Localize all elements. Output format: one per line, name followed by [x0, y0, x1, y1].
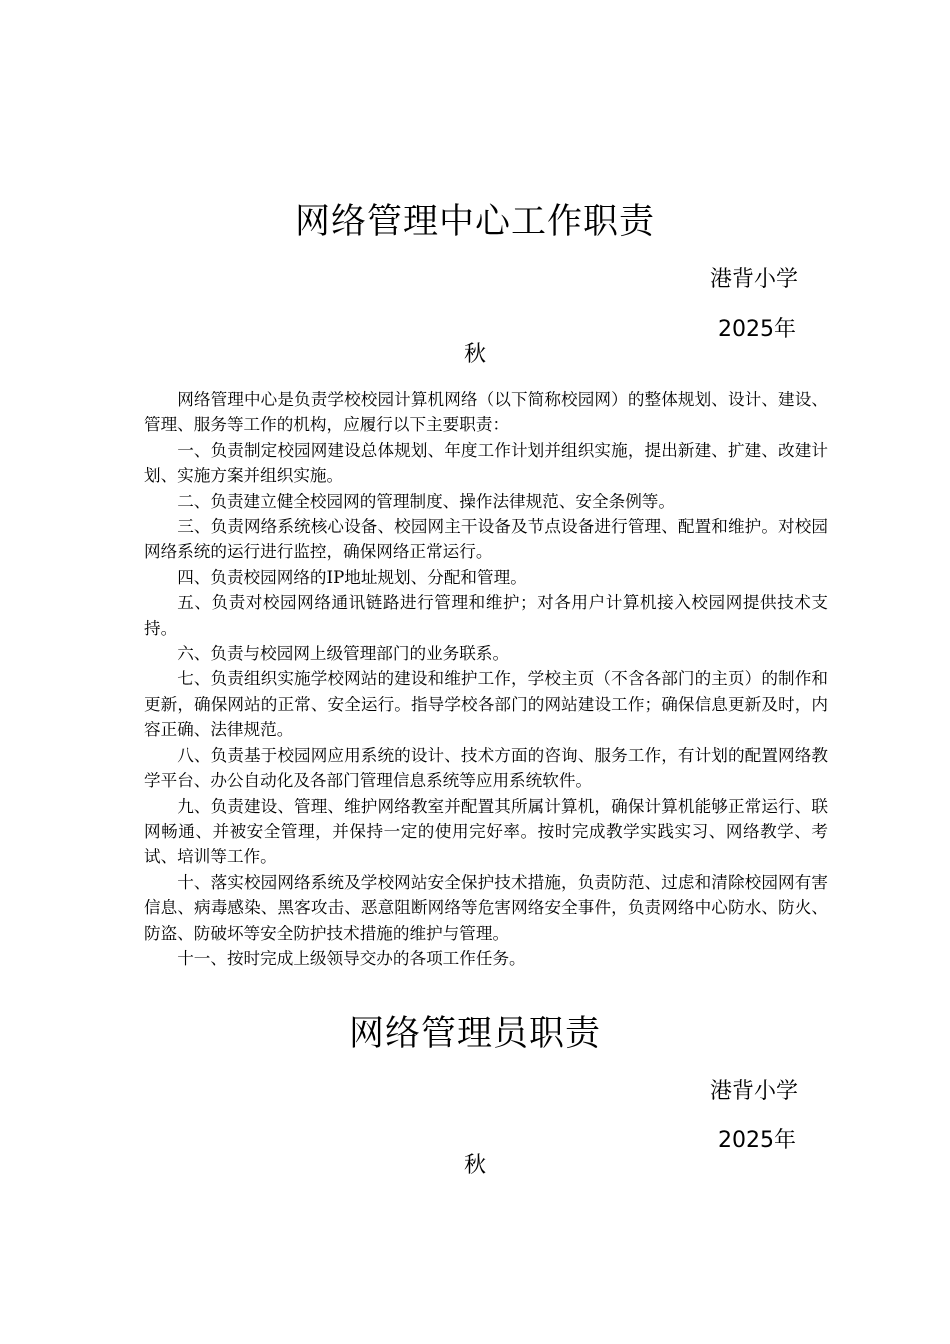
- duty-item-3: 三、负责网络系统核心设备、校园网主干设备及节点设备进行管理、配置和维护。对校园网络系统的运行进行监控，确保网络正常运行。: [144, 517, 828, 562]
- duty-item-10: 十、落实校园网络系统及学校网站安全保护技术措施，负责防范、过虑和清除校园网有害信息、病毒感染、黑客攻击、恶意阻断网络等危害网络安全事件，负责网络中心防水、防火、防盗、防破坏等安全防护技术措施的维护与管理。: [144, 872, 828, 943]
- duty-item-11: 十一、按时完成上级领导交办的各项工作任务。: [177, 948, 526, 968]
- school-name: 港背小学: [710, 267, 799, 292]
- duty-item-6: 六、负责与校园网上级管理部门的业务联系。: [177, 644, 510, 664]
- term-year: 2025年: [718, 1128, 796, 1153]
- duty-item-9: 九、负责建设、管理、维护网络教室并配置其所属计算机，确保计算机能够正常运行、联网畅通、并被安全管理，并保持一定的使用完好率。按时完成教学实践实习、网络教学、考试、培训等工作。: [144, 796, 828, 867]
- term-season: 秋: [464, 342, 487, 367]
- term-season: 秋: [464, 1153, 487, 1178]
- duty-item-1: 一、负责制定校园网建设总体规划、年度工作计划并组织实施，提出新建、扩建、改建计划、实施方案并组织实施。: [144, 440, 828, 486]
- term-year: 2025年: [718, 317, 796, 342]
- duty-item-8: 八、负责基于校园网应用系统的设计、技术方面的咨询、服务工作，有计划的配置网络教学平台、办公自动化及各部门管理信息系统等应用系统软件。: [144, 745, 828, 791]
- page-title: 网络管理中心工作职责: [294, 202, 655, 242]
- duty-item-5: 五、负责对校园网络通讯链路进行管理和维护；对各用户计算机接入校园网提供技术支持。: [144, 593, 828, 638]
- paragraph-intro: 网络管理中心是负责学校校园计算机网络（以下简称校园网）的整体规划、设计、建设、管理、服务等工作的机构，应履行以下主要职责：: [144, 390, 828, 435]
- duty-item-2: 二、负责建立健全校园网的管理制度、操作法律规范、安全条例等。: [177, 491, 675, 511]
- duty-item-4: 四、负责校园网络的IP地址规划、分配和管理。: [177, 567, 527, 587]
- duty-item-7: 七、负责组织实施学校网站的建设和维护工作，学校主页（不含各部门的主页）的制作和更新，确保网站的正常、安全运行。指导学校各部门的网站建设工作；确保信息更新及时，内容正确、法律规范。: [144, 669, 828, 740]
- duties-body: [144, 387, 828, 971]
- school-name: 港背小学: [710, 1079, 799, 1104]
- section-title: 网络管理员职责: [348, 1014, 601, 1054]
